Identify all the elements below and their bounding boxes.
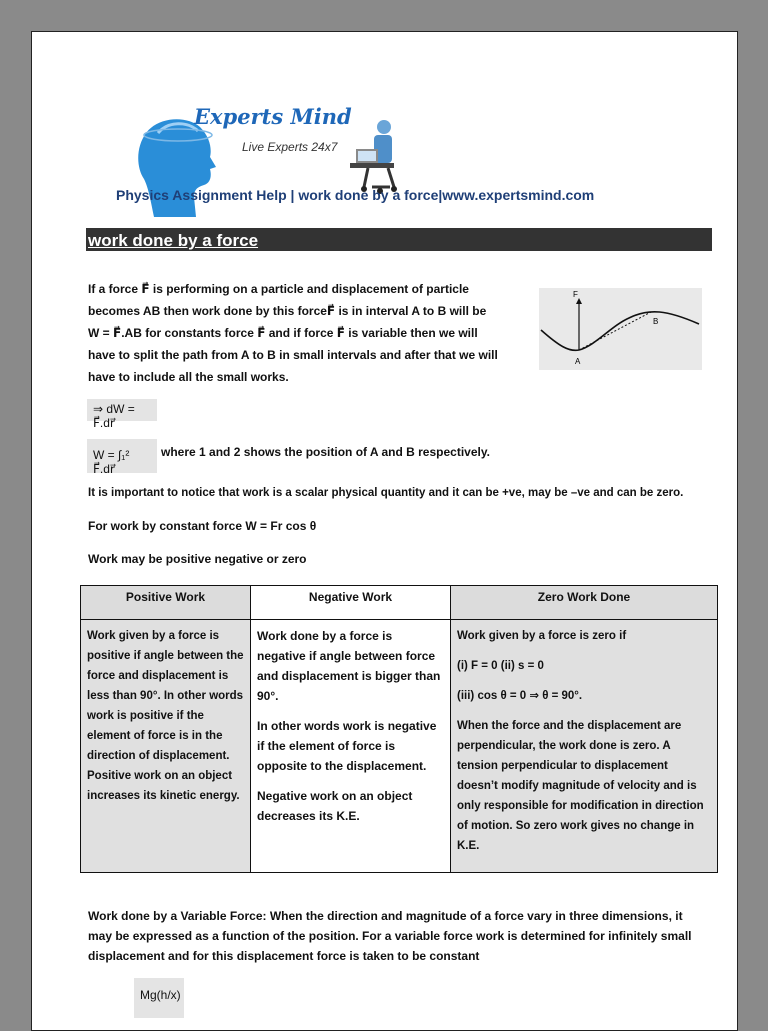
intro-line: W = F⃗.AB for constants force F⃗ and if force F⃗ is variable then we will [88,326,478,340]
positive-work-text: Work given by a force is positive if angle between the force and displacement is less than 90°. In other words work is positive if the element of force is in the direction of displacement. Positive work on an object increases its kinetic energy. [87,630,244,802]
section-title: work done by a force [86,228,712,251]
cell-zero-work [451,620,718,873]
intro-paragraph [88,278,528,388]
header-zero-work: Zero Work Done [451,586,718,620]
equation-w-note: where 1 and 2 shows the position of A and B respectively. [161,445,490,459]
table-row [81,620,718,873]
variable-force-paragraph [88,906,704,966]
scalar-note: It is important to notice that work is a scalar physical quantity and it can be +ve, may be –ve and can be zero. [88,487,684,499]
header-negative-work: Negative Work [251,586,451,620]
header-positive-work: Positive Work [81,586,251,620]
negative-work-text: Work done by a force is negative if angle between force and displacement is bigger than 90°. [257,629,441,703]
equation-dw: ⇒ dW = F⃗.dr⃗ [87,399,157,421]
intro-line: have to include all the small works. [88,370,289,384]
intro-line: If a force F⃗ is performing on a particle and displacement of particle [88,282,469,296]
figure-label-b: B [653,317,659,326]
equation-mg: Mg(h/x) [134,978,184,1018]
figure-label-a: A [575,357,581,366]
force-path-figure [539,288,702,370]
cell-positive-work [81,620,251,873]
zero-work-text: (i) F = 0 (ii) s = 0 [457,660,544,672]
brand-tagline: Live Experts 24x7 [242,140,338,154]
variable-force-label: Work done by a Variable Force: [88,909,267,923]
intro-line: have to split the path from A to B in small intervals and after that we will [88,348,498,362]
figure-label-f: F [573,290,578,299]
constant-force-formula: For work by constant force W = Fr cos θ [88,519,317,533]
cell-negative-work [251,620,451,873]
table-header-row [81,586,718,620]
document-page [31,31,738,1031]
zero-work-text: (iii) cos θ = 0 ⇒ θ = 90°. [457,690,583,702]
work-types-table [80,585,718,873]
equation-w-integral: W = ∫₁² F⃗.dr⃗ [87,439,157,473]
brand-title: Experts Mind [194,104,352,129]
intro-line: becomes AB then work done by this forceF⃗ is in interval A to B will be [88,304,487,318]
document-heading: Physics Assignment Help | work done by a force|www.expertsmind.com [116,187,595,203]
negative-work-text: In other words work is negative if the element of force is opposite to the displacement. [257,719,437,773]
variable-force-text: When the direction and magnitude of a force vary in three dimensions, it may be expressed as a function of the position. For a variable force work is determined for infinitely small displacement and for this displacement force is taken to be constant [88,909,692,963]
work-sign-note: Work may be positive negative or zero [88,552,307,566]
zero-work-text: When the force and the displacement are perpendicular, the work done is zero. A tension perpendicular to displacement doesn’t modify magnitude of velocity and is only responsible for modification in direction of motion. So zero work gives no change in K.E. [457,720,704,852]
person-laptop-icon [350,120,397,194]
zero-work-text: Work given by a force is zero if [457,630,627,642]
negative-work-text: Negative work on an object decreases its K.E. [257,789,413,823]
